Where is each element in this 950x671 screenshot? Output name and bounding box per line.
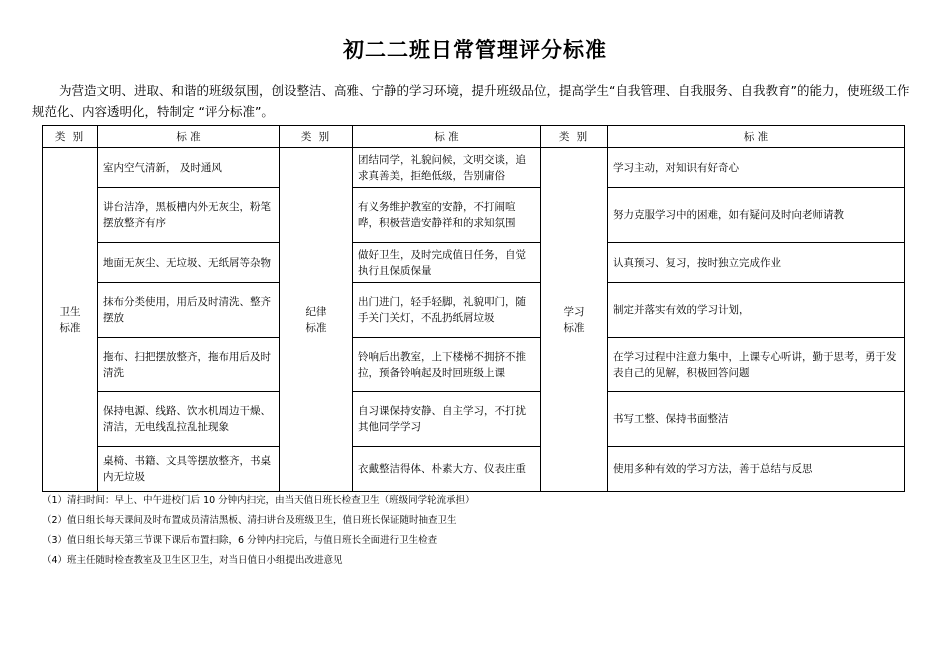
discipline-standard: 做好卫生，及时完成值日任务，自觉执行且保质保量 — [353, 243, 541, 283]
header-category-1: 类 别 — [43, 126, 98, 148]
study-standard: 学习主动，对知识有好奇心 — [608, 148, 905, 188]
category-hygiene — [43, 148, 98, 492]
table-row — [43, 188, 905, 243]
discipline-standard: 衣戴整洁得体、朴素大方、仪表庄重 — [353, 447, 541, 492]
category-hygiene-line1: 卫生 — [59, 305, 81, 318]
note-item: （2）值日组长每天课间及时布置成员清洁黑板、清扫讲台及班级卫生，值日班长保证随时抽查卫生 — [42, 515, 457, 526]
study-standard: 在学习过程中注意力集中，上课专心听讲，勤于思考，勇于发表自己的见解，积极回答问题 — [608, 338, 905, 392]
hygiene-standard: 拖布、扫把摆放整齐，拖布用后及时清洗 — [98, 338, 280, 392]
hygiene-standard: 讲台洁净，黑板槽内外无灰尘，粉笔摆放整齐有序 — [98, 188, 280, 243]
page-title: 初二二班日常管理评分标准 — [343, 38, 607, 62]
intro-paragraph: 为营造文明、进取、和谐的班级氛围，创设整洁、高雅、宁静的学习环境，提升班级品位，提高学生“自我管理、自我服务、自我教育”的能力，使班级工作规范化、内容透明化，特制定 “评分标准”。 — [32, 83, 910, 119]
scoring-standards-table — [42, 125, 905, 492]
category-study — [541, 148, 608, 492]
discipline-standard: 出门进门，轻手轻脚，礼貌叩门，随手关门关灯，不乱扔纸屑垃圾 — [353, 283, 541, 338]
discipline-standard: 团结同学，礼貌问候，文明交谈，追求真善美，拒绝低级，告别庸俗 — [353, 148, 541, 188]
table-header-row — [43, 126, 905, 148]
table-row — [43, 392, 905, 447]
note-item: （4）班主任随时检查教室及卫生区卫生，对当日值日小组提出改进意见 — [42, 555, 343, 566]
header-standard-3: 标 准 — [608, 126, 905, 148]
category-discipline-line1: 纪律 — [305, 305, 327, 318]
table-row — [43, 283, 905, 338]
header-category-2: 类 别 — [280, 126, 353, 148]
study-standard: 制定并落实有效的学习计划， — [608, 283, 905, 338]
note-item: （3）值日组长每天第三节课下课后布置扫除，6 分钟内扫完后，与值日班长全面进行卫生检查 — [42, 535, 438, 546]
study-standard: 认真预习、复习，按时独立完成作业 — [608, 243, 905, 283]
category-study-line2: 标准 — [563, 321, 585, 334]
table-row — [43, 447, 905, 492]
header-category-3: 类 别 — [541, 126, 608, 148]
hygiene-standard: 室内空气清新， 及时通风 — [98, 148, 280, 188]
discipline-standard: 有义务维护教室的安静，不打闹喧哗，积极营造安静祥和的求知氛围 — [353, 188, 541, 243]
header-standard-1: 标 准 — [98, 126, 280, 148]
category-discipline — [280, 148, 353, 492]
hygiene-standard: 桌椅、书籍、文具等摆放整齐，书桌内无垃圾 — [98, 447, 280, 492]
hygiene-standard: 抹布分类使用，用后及时清洗、整齐摆放 — [98, 283, 280, 338]
category-study-line1: 学习 — [563, 305, 585, 318]
category-discipline-line2: 标准 — [305, 321, 327, 334]
discipline-standard: 铃响后出教室，上下楼梯不拥挤不推拉，预备铃响起及时回班级上课 — [353, 338, 541, 392]
study-standard: 使用多种有效的学习方法，善于总结与反思 — [608, 447, 905, 492]
study-standard: 书写工整、保持书面整洁 — [608, 392, 905, 447]
hygiene-standard: 地面无灰尘、无垃圾、无纸屑等杂物 — [98, 243, 280, 283]
category-hygiene-line2: 标准 — [59, 321, 81, 334]
table-row — [43, 243, 905, 283]
table-row — [43, 338, 905, 392]
discipline-standard: 自习课保持安静、自主学习，不打扰其他同学学习 — [353, 392, 541, 447]
header-standard-2: 标 准 — [353, 126, 541, 148]
table-row — [43, 148, 905, 188]
study-standard: 努力克服学习中的困难，如有疑问及时向老师请教 — [608, 188, 905, 243]
note-item: （1）清扫时间：早上、中午进校门后 10 分钟内扫完，由当天值日班长检查卫生（班级同学轮流承担） — [42, 495, 475, 506]
notes-list — [42, 491, 912, 571]
hygiene-standard: 保持电源、线路、饮水机周边干燥、清洁，无电线乱拉乱扯现象 — [98, 392, 280, 447]
